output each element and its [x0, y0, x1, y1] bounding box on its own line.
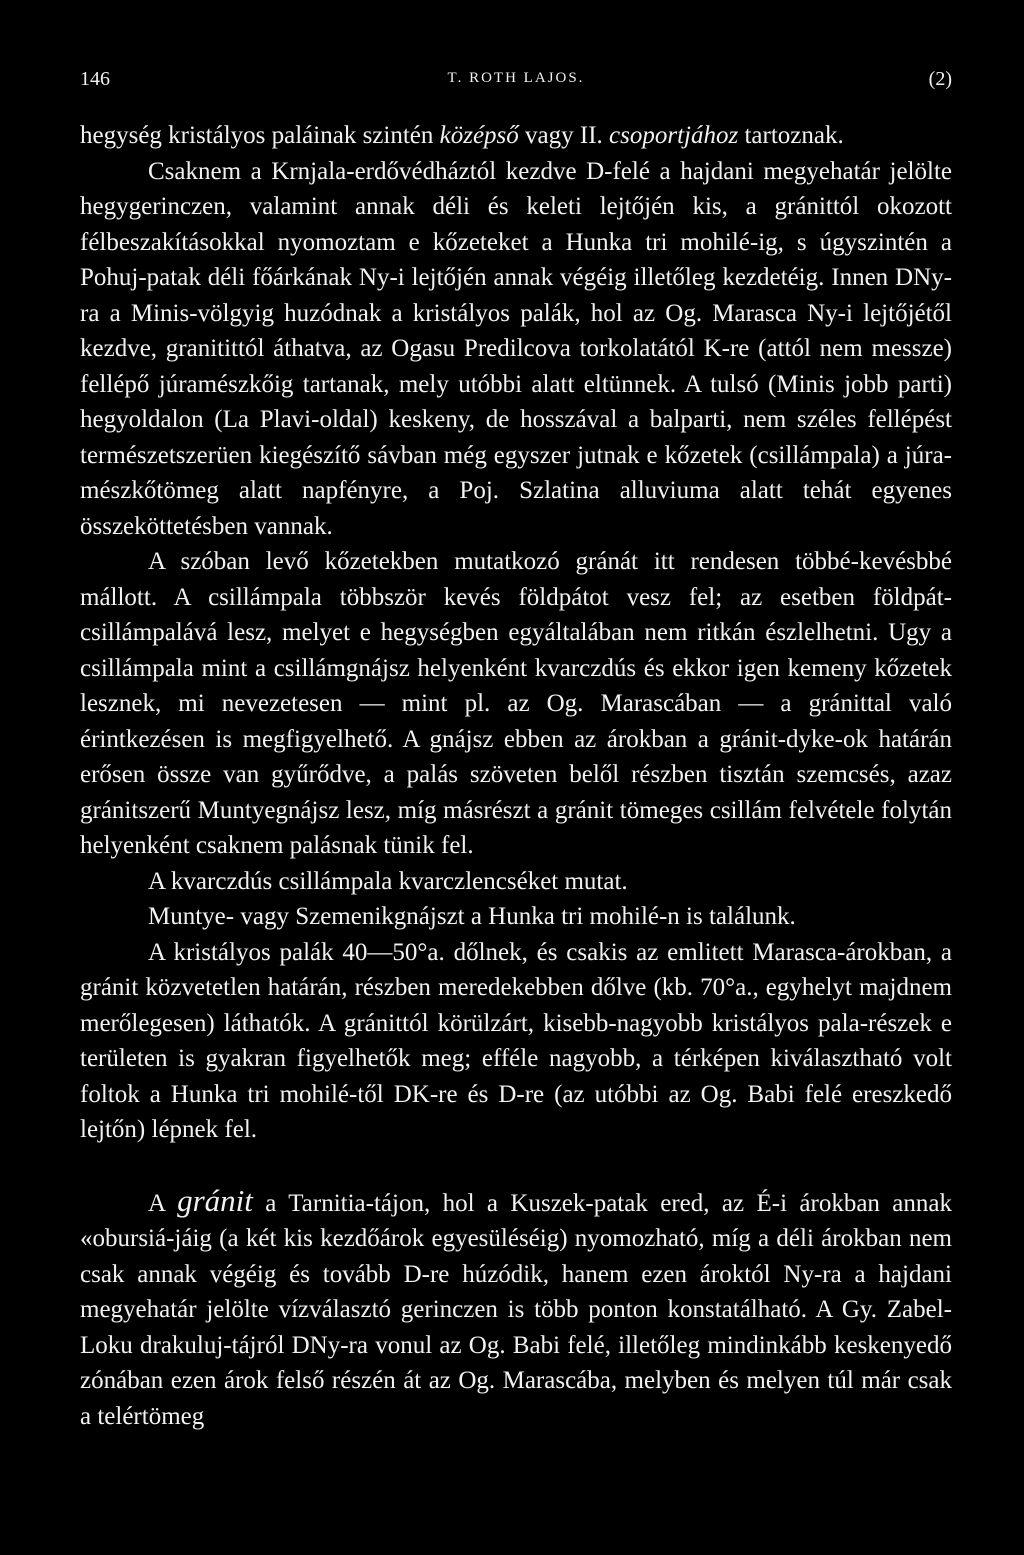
- paragraph: A szóban levő kőzetekben mutatkozó gránát itt rendesen többé-kevésbbé mállott. A csillámpala többször kevés földpátot vesz fel; az esetben földpát-csillámpalává lesz, melyet e hegységben egyáltalában nem ritkán észlelhetni. Ugy a csillámpala mint a csillámgnájsz helyenként kvarczdús és ekkor igen kemeny kőzetek lesznek, mi nevezetesen — mint pl. az Og. Marascában — a gránittal való érintkezésen is megfigyelhető. A gnájsz ebben az árokban a gránit-dyke-ok határán erősen össze van gyűrődve, a palás szöveten belől részben tisztán szemcsés, azaz gránitszerű Muntyegnájsz lesz, míg másrészt a gránit tömeges csillám felvétele folytán helyenként csaknem palásnak tünik fel.: [80, 548, 952, 859]
- running-title: T. ROTH LAJOS.: [447, 70, 585, 86]
- paragraph-granite: A gránit a Tarnitia-tájon, hol a Kuszek-patak ered, az É-i árokban annak «obursiá-jáig (a két kis kezdőárok egyesüléséig) nyomozható, míg a déli árokban nem csak annak végéig és tovább D-re húzódik, hanem ezen ároktól Ny-ra a hajdani megyehatár jelölte vízválasztó gerinczen is több ponton konstatálható. A Gy. Zabel-Loku drakuluj-tájról DNy-ra vonul az Og. Babi felé, illetőleg mindinkább keskenyedő zónában ezen árok felső részén át az Og. Marascába, melyben és melyen túl már csak a telértömeg: [80, 1182, 952, 1430]
- emphasis-term: gránit: [177, 1182, 253, 1218]
- paragraph: Muntye- vagy Szemenikgnájszt a Hunka tri mohilé-n is találunk.: [148, 903, 796, 930]
- emphasis-term: középső: [439, 122, 519, 149]
- page-number: 146: [80, 68, 110, 90]
- paragraph-continued: hegység kristályos paláinak szintén középső vagy II. csoportjához tartoznak.: [80, 122, 844, 149]
- paragraph: Csaknem a Krnjala-erdővédháztól kezdve D-felé a hajdani megyehatár jelölte hegygerinczen, valamint annak déli és keleti lejtőjén kis, a gránittól okozott félbeszakításokkal nyomoztam e kőzeteket a Hunka tri mohilé-ig, s úgyszintén a Pohuj-patak déli főárkának Ny-i lejtőjén annak végéig illetőleg kezdetéig. Innen DNy-ra a Minis-völgyig huzódnak a kristályos palák, hol az Og. Marasca Ny-i lejtőjétől kezdve, granitittól áthatva, az Ogasu Predilcova torkolatától K-re (attól nem messze) fellépő júramészkőig tartanak, mely utóbbi alatt eltünnek. A tulsó (Minis jobb parti) hegyoldalon (La Plavi-oldal) keskeny, de hosszával a balparti, nem széles fellépést természetszerüen kiegészítő sávban még egyszer jutnak e kőzetek (csillámpala) a júra-mészkőtömeg alatt napfényre, a Poj. Szlatina alluviuma alatt tehát egyenes összeköttetésben vannak.: [80, 157, 952, 540]
- running-header: [80, 68, 952, 98]
- section-number: (2): [928, 68, 952, 90]
- paragraph: A kristályos palák 40—50°a. dőlnek, és csakis az emlitett Marasca-árokban, a gránit közvetetlen határán, részben meredekebben dőlve (kb. 70°a., egyhelyt majdnem merőlegesen) láthatók. A gránittól körülzárt, kisebb-nagyobb kristályos pala-részek e területen is gyakran figyelhetők meg; efféle nagyobb, a térképen kiválasztható volt foltok a Hunka tri mohilé-től DK-re és D-re (az utóbbi az Og. Babi felé ereszkedő lejtőn) lépnek fel.: [80, 938, 952, 1143]
- emphasis-term: csoportjához: [609, 122, 739, 149]
- paragraph: A kvarczdús csillámpala kvarczlencséket mutat.: [148, 867, 628, 895]
- body-text: [80, 118, 952, 1434]
